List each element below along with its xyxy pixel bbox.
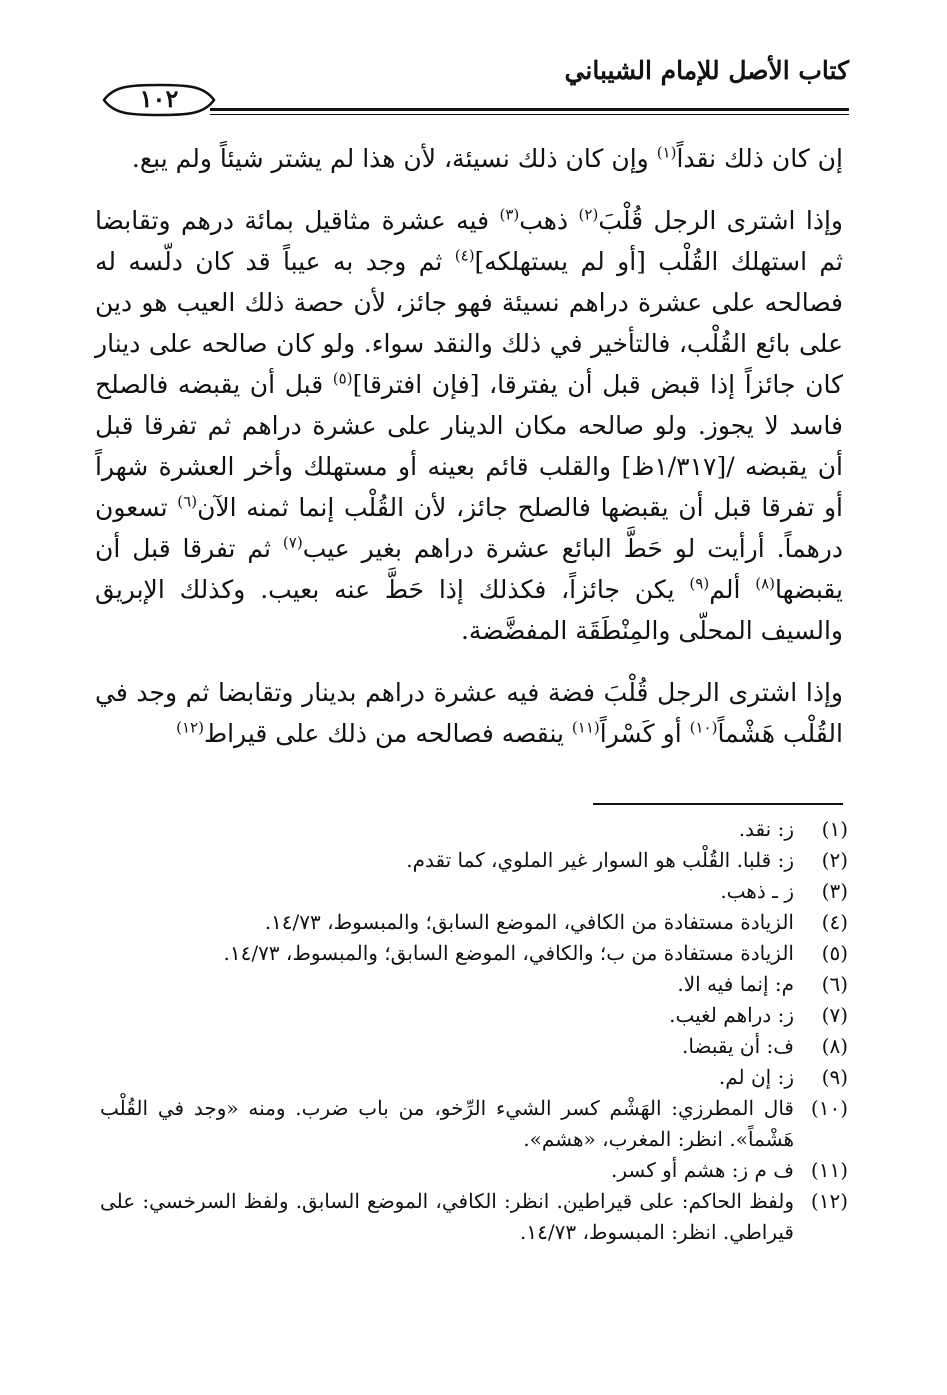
footnote-number: (٧): [821, 1003, 848, 1027]
footnote: [100, 1062, 848, 1093]
footnote-ref: (٨): [755, 574, 776, 593]
paragraph: [95, 138, 843, 179]
footnote-ref: (١١): [571, 718, 600, 737]
footnote-number: (٤): [821, 910, 848, 934]
body-text: وإذا اشترى الرجل قُلْبَ فضة فيه عشرة دراهم بدينار وتقابضا ثم وجد في القُلْب هَشْماً: [95, 678, 843, 748]
footnote-ref: (٣): [499, 205, 520, 224]
body-text: إن كان ذلك نقداً: [676, 144, 843, 173]
body-text: تسعون درهماً. أرأيت لو حَطَّ البائع عشرة دراهم بغير عيب: [95, 493, 843, 563]
footnote-text: ز: دراهم لغيب.: [669, 1003, 794, 1027]
body-text: وإذا اشترى الرجل قُلْبَ: [598, 206, 843, 235]
body-text: ينقصه فصالحه من ذلك على قيراط: [203, 719, 572, 748]
header-rule-thin: [210, 114, 849, 115]
body-text: ألم: [709, 575, 756, 604]
footnote-text: قال المطرزي: الهَشْم كسر الشيء الرِّخو، من باب ضرب. ومنه «وجد في القُلْب هَشْماً». انظر: المغرب، «هشم».: [100, 1096, 794, 1151]
footnote-ref: (٩): [689, 574, 710, 593]
body-text: وإن كان ذلك نسيئة، لأن هذا لم يشتر شيئاً ولم يبع.: [131, 144, 657, 173]
footnote: [100, 907, 848, 938]
page-number: ١٠٢: [139, 84, 179, 113]
body-text: يكن جائزاً، فكذلك إذا حَطَّ عنه بعيب. وكذلك الإبريق والسيف المحلّى والمِنْطَقَة المفضَّضة.: [95, 575, 843, 645]
footnote-text: ف: أن يقبضا.: [682, 1034, 794, 1058]
footnote-number: (٦): [821, 972, 848, 996]
footnote: [100, 876, 848, 907]
footnote-separator: [593, 803, 843, 805]
footnote-text: الزيادة مستفادة من الكافي، الموضع السابق؛ والمبسوط، ١٤/٧٣.: [264, 910, 794, 934]
paragraph: [95, 672, 843, 754]
footnote: [100, 1031, 848, 1062]
main-text: [95, 138, 843, 754]
running-title: كتاب الأصل للإمام الشيباني: [564, 56, 849, 85]
footnote-ref: (١٠): [689, 718, 718, 737]
footnote-ref: (٢): [578, 205, 599, 224]
footnote-number: (١): [821, 817, 848, 841]
footnote-text: ف م ز: هشم أو كسر.: [611, 1158, 794, 1182]
body-text: أو كَسْراً: [599, 719, 690, 748]
header-rule: [210, 108, 849, 111]
footnote-text: م: إنما فيه الا.: [677, 972, 794, 996]
footnote: [100, 1000, 848, 1031]
footnote-text: ز: نقد.: [738, 817, 794, 841]
footnote-ref: (٤): [454, 246, 475, 265]
footnote: [100, 969, 848, 1000]
footnote-text: ز: إن لم.: [718, 1065, 794, 1089]
footnote-number: (٨): [821, 1034, 848, 1058]
footnote-number: (٢): [821, 848, 848, 872]
footnote-number: (١٢): [810, 1189, 848, 1213]
footnote-ref: (٧): [282, 533, 303, 552]
footnote: [100, 1186, 848, 1248]
body-text: فيه عشرة مثاقيل بمائة درهم وتقابضا ثم استهلك القُلْب [أو لم يستهلكه]: [95, 206, 844, 276]
footnote: [100, 1093, 848, 1155]
footnote: [100, 938, 848, 969]
footnote-number: (٩): [821, 1065, 848, 1089]
paragraph: [95, 200, 843, 651]
footnotes-list: [100, 814, 848, 1248]
body-text: قبل أن يقبضه فالصلح فاسد لا يجوز. ولو صالحه مكان الدينار على عشرة دراهم ثم تفرقا قبل أن يقبضه /[١/٣١٧ظ] والقلب قائم بعينه أو مستهلك وأخر العشرة شهراً أو تفرقا قبل أن يقبضها فالصلح جائز، لأن القُلْب إنما ثمنه الآن: [95, 370, 843, 522]
footnote-number: (٥): [821, 941, 848, 965]
footnote: [100, 845, 848, 876]
footnote: [100, 1155, 848, 1186]
footnote-number: (١٠): [810, 1096, 848, 1120]
footnote-text: ولفظ الحاكم: على قيراطين. انظر: الكافي، الموضع السابق. ولفظ السرخسي: على قيراطي. انظر: المبسوط، ١٤/٧٣.: [100, 1189, 794, 1244]
footnote-ref: (١): [656, 143, 677, 162]
footnote-number: (١١): [810, 1158, 848, 1182]
footnote-text: ز: قلبا. القُلْب هو السوار غير الملوي، كما تقدم.: [406, 848, 794, 872]
footnote-text: الزيادة مستفادة من ب؛ والكافي، الموضع السابق؛ والمبسوط، ١٤/٧٣.: [223, 941, 794, 965]
footnote-number: (٣): [821, 879, 848, 903]
body-text: ذهب: [519, 206, 579, 235]
footnote-ref: (٦): [177, 492, 198, 511]
footnote-ref: (٥): [332, 369, 353, 388]
footnote: [100, 814, 848, 845]
footnote-ref: (١٢): [176, 718, 204, 737]
body-text: ثم وجد به عيباً قد كان دلّسه له فصالحه على عشرة دراهم نسيئة فهو جائز، لأن حصة ذلك العيب هو دين على بائع القُلْب، فالتأخير في ذلك والنقد سواء. ولو كان صالحه على دينار كان جائزاً إذا قبض قبل أن يفترقا، [فإن افترقا]: [95, 247, 844, 399]
body-text: ثم تفرقا قبل أن يقبضها: [95, 534, 843, 604]
footnote-text: ز ـ ذهب.: [720, 879, 794, 903]
page-number-badge: [100, 82, 218, 118]
